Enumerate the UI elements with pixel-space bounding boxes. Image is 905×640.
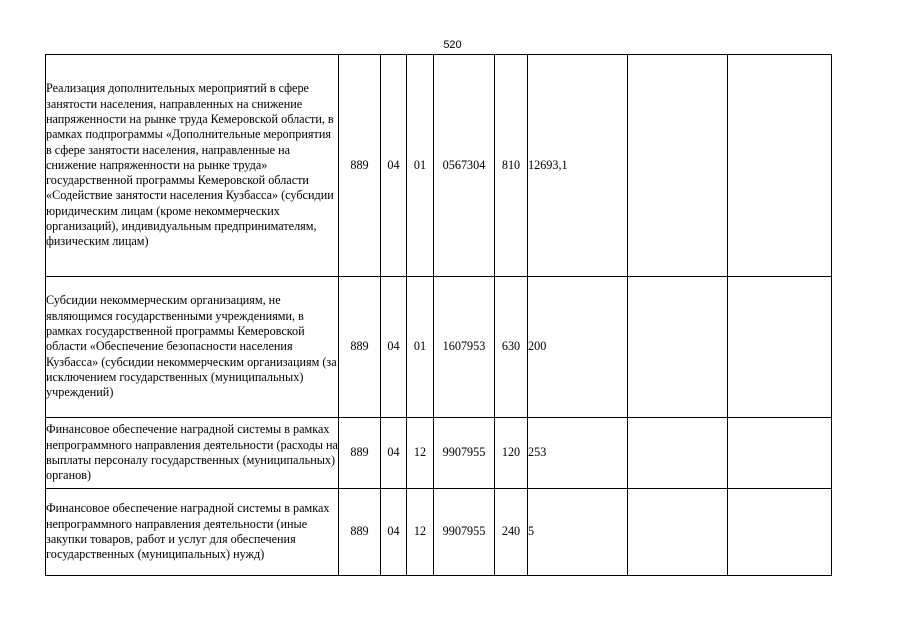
table-row <box>46 418 832 489</box>
amount-cell: 200 <box>528 277 628 418</box>
subsection-code: 12 <box>407 489 434 576</box>
row-description: Субсидии некоммерческим организациям, не являющимся государственными учреждениями, в рамках государственной программы Кемеровской области «Обеспечение безопасности населения Кузбасса» (субсидии некоммерческим организациям (за исключением государственных (муниципальных) учреждений) <box>46 277 339 418</box>
row-description: Реализация дополнительных мероприятий в сфере занятости населения, направленных на снижение напряженности на рынке труда Кемеровской области, в рамках подпрограммы «Дополнительные мероприятия в сфере занятости населения, направленные на снижение напряженности на рынке труда» государственной программы Кемеровской области «Содействие занятости населения Кузбасса» (субсидии юридическим лицам (кроме некоммерческих организаций), индивидуальным предпринимателям, физическим лицам) <box>46 55 339 277</box>
ministry-code: 889 <box>339 489 381 576</box>
amount-cell: 5 <box>528 489 628 576</box>
empty-cell <box>628 277 728 418</box>
section-code: 04 <box>381 277 407 418</box>
table-row <box>46 277 832 418</box>
subsection-code: 12 <box>407 418 434 489</box>
subsection-code: 01 <box>407 55 434 277</box>
target-article-code: 9907955 <box>434 489 495 576</box>
empty-cell <box>628 489 728 576</box>
expense-type-code: 630 <box>495 277 528 418</box>
ministry-code: 889 <box>339 55 381 277</box>
expense-type-code: 810 <box>495 55 528 277</box>
section-code: 04 <box>381 55 407 277</box>
amount-cell: 253 <box>528 418 628 489</box>
empty-cell <box>728 55 832 277</box>
ministry-code: 889 <box>339 277 381 418</box>
section-code: 04 <box>381 489 407 576</box>
table-row <box>46 489 832 576</box>
empty-cell <box>728 418 832 489</box>
empty-cell <box>728 489 832 576</box>
expense-type-code: 120 <box>495 418 528 489</box>
table-row <box>46 55 832 277</box>
section-code: 04 <box>381 418 407 489</box>
ministry-code: 889 <box>339 418 381 489</box>
expense-type-code: 240 <box>495 489 528 576</box>
target-article-code: 0567304 <box>434 55 495 277</box>
row-description: Финансовое обеспечение наградной системы в рамках непрограммного направления деятельности (расходы на выплаты персоналу государственных (муниципальных) органов) <box>46 418 339 489</box>
target-article-code: 9907955 <box>434 418 495 489</box>
amount-cell: 12693,1 <box>528 55 628 277</box>
target-article-code: 1607953 <box>434 277 495 418</box>
page-number: 520 <box>443 39 462 51</box>
row-description: Финансовое обеспечение наградной системы в рамках непрограммного направления деятельности (иные закупки товаров, работ и услуг для обеспечения государственных (муниципальных) нужд) <box>46 489 339 576</box>
empty-cell <box>628 418 728 489</box>
empty-cell <box>628 55 728 277</box>
budget-table <box>45 54 832 576</box>
subsection-code: 01 <box>407 277 434 418</box>
empty-cell <box>728 277 832 418</box>
